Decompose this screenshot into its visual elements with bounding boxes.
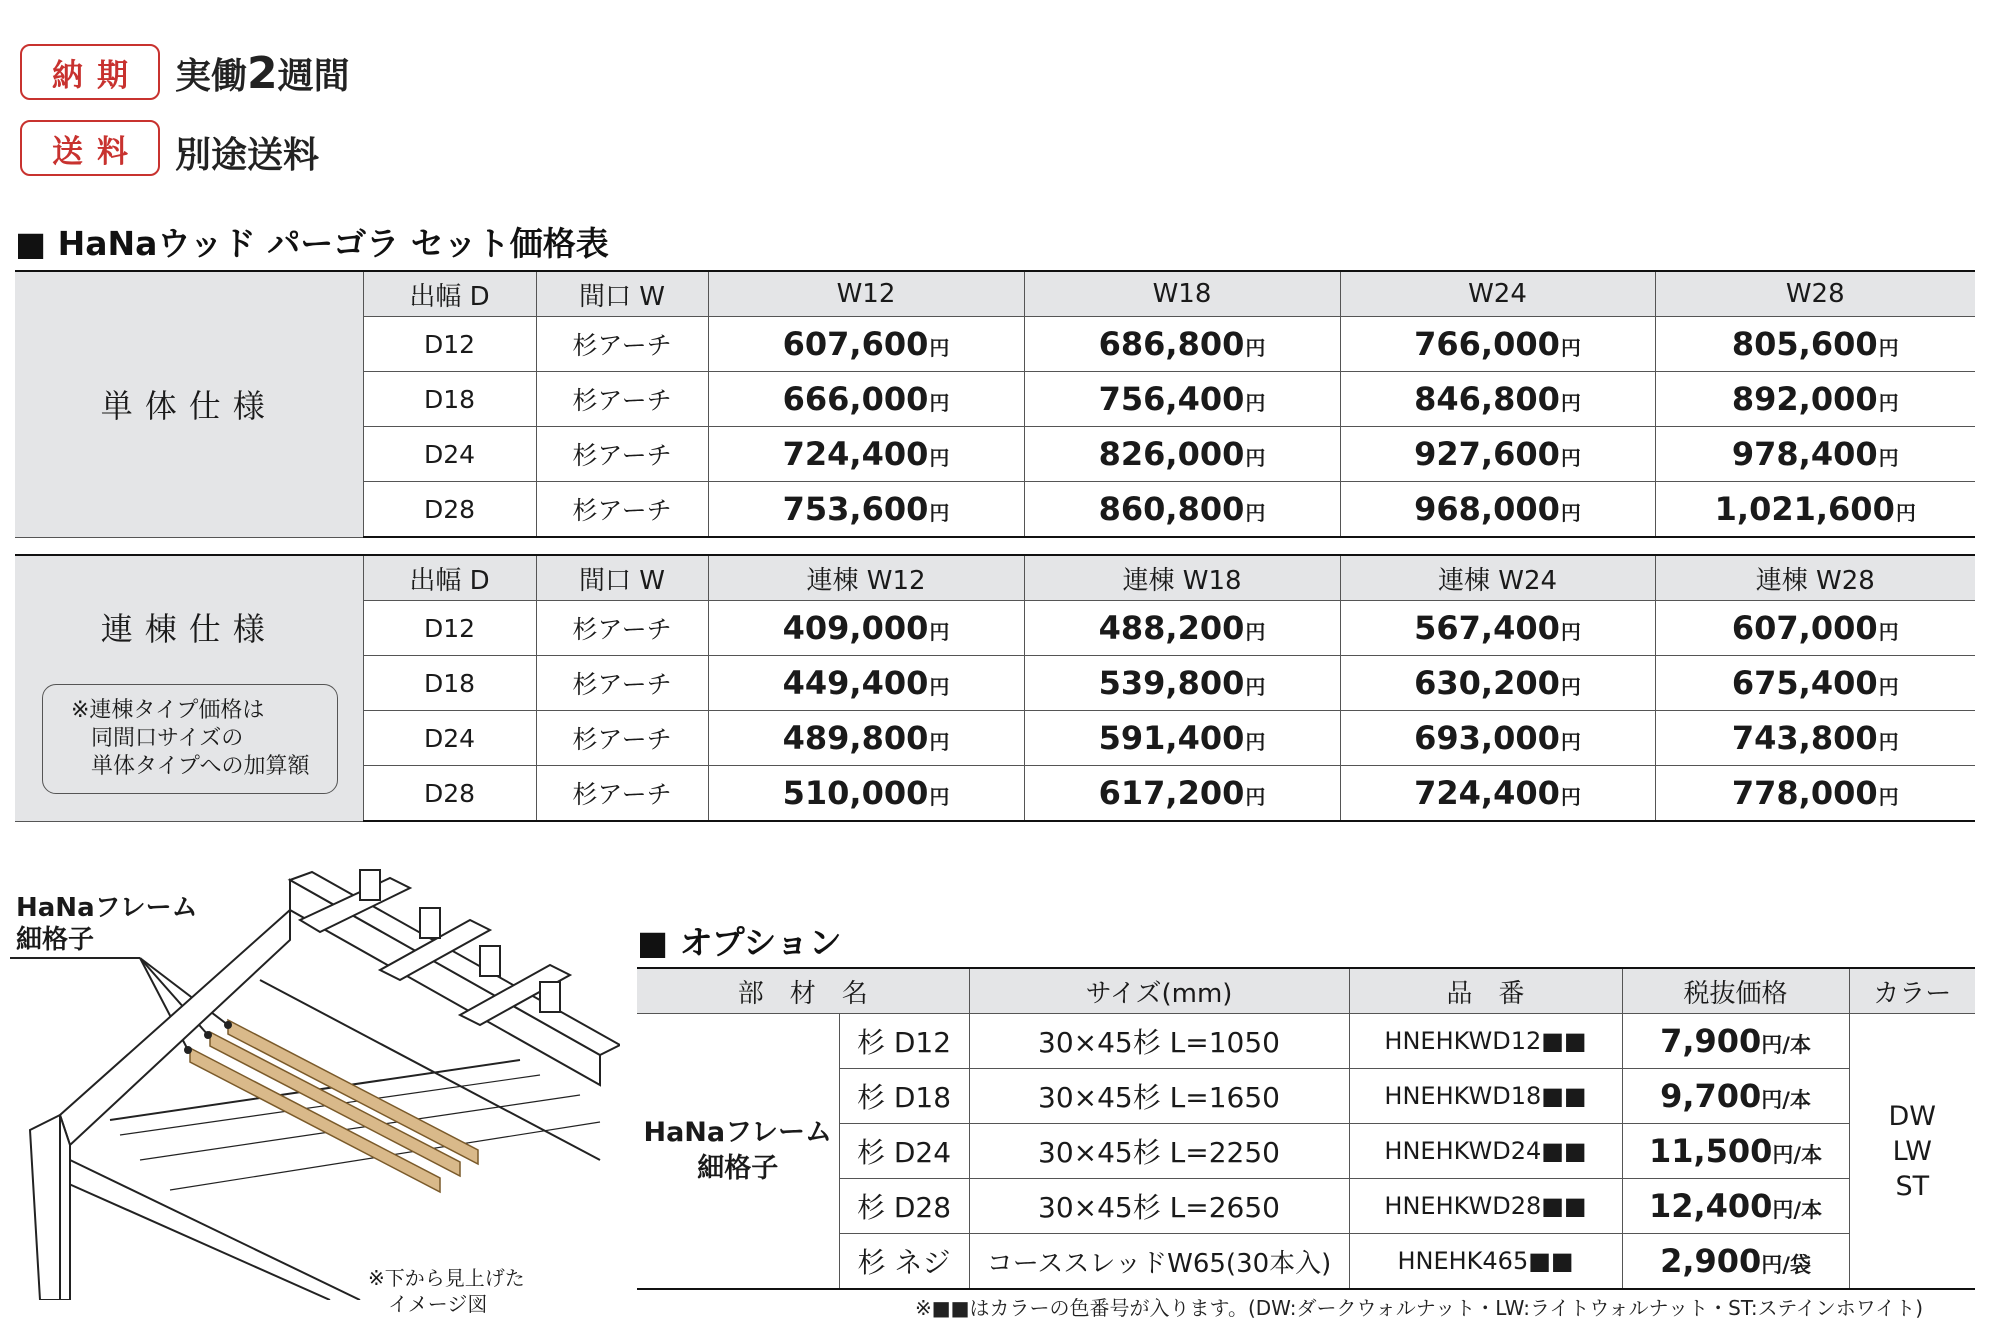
col-header-width: 間口 W: [536, 271, 708, 317]
price-cell: 607,600円: [708, 317, 1024, 372]
part-cell: 杉 ネジ: [839, 1234, 969, 1290]
single-spec-label: 単体仕様: [15, 271, 363, 537]
col-header-color: カラー: [1849, 968, 1975, 1014]
price-cell: 2,900円/袋: [1622, 1234, 1849, 1290]
price-cell: 743,800円: [1655, 711, 1975, 766]
price-cell: 860,800円: [1024, 482, 1340, 538]
table-row: [637, 1014, 1975, 1069]
code-cell: HNEHK465■■: [1349, 1234, 1622, 1290]
delivery-text: [175, 48, 350, 99]
price-cell: 693,000円: [1340, 711, 1655, 766]
code-cell: HNEHKWD12■■: [1349, 1014, 1622, 1069]
price-cell: 724,400円: [1340, 766, 1655, 822]
color-options: [1849, 1014, 1975, 1290]
shipping-badge: 送料: [20, 120, 160, 176]
color-code-footnote: ※■■はカラーの色番号が入ります。(DW:ダークウォルナット・LW:ライトウォルナット・ST:ステインホワイト): [915, 1296, 1923, 1320]
price-cell: 805,600円: [1655, 317, 1975, 372]
price-cell: 630,200円: [1340, 656, 1655, 711]
color-code: ST: [1895, 1170, 1930, 1202]
option-title: ■ オプション: [637, 923, 842, 962]
delivery-text-num: 2: [247, 48, 278, 99]
part-cell: 杉 D28: [839, 1179, 969, 1234]
type-cell: 杉アーチ: [536, 427, 708, 482]
illustration-label-line: 細格子: [16, 925, 95, 955]
type-cell: 杉アーチ: [536, 711, 708, 766]
option-group-name: [637, 1014, 839, 1290]
size-cell: 30×45杉 L=2650: [969, 1179, 1349, 1234]
type-cell: 杉アーチ: [536, 656, 708, 711]
price-cell: 617,200円: [1024, 766, 1340, 822]
price-cell: 892,000円: [1655, 372, 1975, 427]
color-code: LW: [1892, 1135, 1932, 1167]
price-cell: 510,000円: [708, 766, 1024, 822]
col-header-width: 間口 W: [536, 555, 708, 601]
shipping-text: 別途送料: [175, 135, 320, 176]
option-table: [637, 967, 1975, 1290]
linked-spec-label: 連棟仕様: [15, 555, 363, 821]
price-cell: 968,000円: [1340, 482, 1655, 538]
pergola-illustration: [0, 860, 620, 1300]
lattice-bar: [210, 1032, 460, 1176]
price-cell: 766,000円: [1340, 317, 1655, 372]
group-name-line: 細格子: [697, 1153, 779, 1184]
price-cell: 826,000円: [1024, 427, 1340, 482]
col-header-price: 税抜価格: [1622, 968, 1849, 1014]
price-cell: 666,000円: [708, 372, 1024, 427]
post: [30, 1115, 70, 1300]
depth-cell: D28: [363, 482, 536, 538]
size-cell: 30×45杉 L=2250: [969, 1124, 1349, 1179]
depth-cell: D12: [363, 317, 536, 372]
price-cell: 686,800円: [1024, 317, 1340, 372]
price-cell: 539,800円: [1024, 656, 1340, 711]
table-header-row: [637, 968, 1975, 1014]
price-cell: 927,600円: [1340, 427, 1655, 482]
col-header-w24: 連棟 W24: [1340, 555, 1655, 601]
depth-cell: D28: [363, 766, 536, 822]
price-cell: 1,021,600円: [1655, 482, 1975, 538]
table-header-row: [15, 555, 1975, 601]
col-header-part: 部 材 名: [637, 968, 969, 1014]
note-line: 同間口サイズの: [91, 726, 244, 751]
linked-price-note: [42, 684, 338, 794]
size-cell: 30×45杉 L=1050: [969, 1014, 1349, 1069]
code-cell: HNEHKWD18■■: [1349, 1069, 1622, 1124]
type-cell: 杉アーチ: [536, 766, 708, 822]
price-cell: 449,400円: [708, 656, 1024, 711]
depth-cell: D24: [363, 711, 536, 766]
type-cell: 杉アーチ: [536, 601, 708, 656]
price-cell: 675,400円: [1655, 656, 1975, 711]
col-header-size: サイズ(mm): [969, 968, 1349, 1014]
col-header-code: 品 番: [1349, 968, 1622, 1014]
part-cell: 杉 D18: [839, 1069, 969, 1124]
price-cell: 756,400円: [1024, 372, 1340, 427]
price-cell: 7,900円/本: [1622, 1014, 1849, 1069]
type-cell: 杉アーチ: [536, 372, 708, 427]
delivery-badge: 納期: [20, 44, 160, 100]
price-cell: 591,400円: [1024, 711, 1340, 766]
col-header-w24: W24: [1340, 271, 1655, 317]
type-cell: 杉アーチ: [536, 482, 708, 538]
price-cell: 9,700円/本: [1622, 1069, 1849, 1124]
col-header-w12: 連棟 W12: [708, 555, 1024, 601]
color-code: DW: [1888, 1100, 1937, 1132]
note-line: 単体タイプへの加算額: [91, 754, 310, 779]
price-cell: 846,800円: [1340, 372, 1655, 427]
price-cell: 607,000円: [1655, 601, 1975, 656]
depth-cell: D18: [363, 372, 536, 427]
col-header-depth: 出幅 D: [363, 555, 536, 601]
price-cell: 753,600円: [708, 482, 1024, 538]
size-cell: 30×45杉 L=1650: [969, 1069, 1349, 1124]
price-cell: 978,400円: [1655, 427, 1975, 482]
price-cell: 724,400円: [708, 427, 1024, 482]
price-cell: 488,200円: [1024, 601, 1340, 656]
part-cell: 杉 D12: [839, 1014, 969, 1069]
single-spec-table: [15, 270, 1975, 538]
col-header-w12: W12: [708, 271, 1024, 317]
col-header-w28: 連棟 W28: [1655, 555, 1975, 601]
illustration-label-line: HaNaフレーム: [16, 893, 198, 923]
illustration-note: [368, 1265, 525, 1317]
part-cell: 杉 D24: [839, 1124, 969, 1179]
group-name-line: HaNaフレーム: [643, 1117, 833, 1148]
size-cell: コーススレッドW65(30本入): [969, 1234, 1349, 1290]
price-cell: 12,400円/本: [1622, 1179, 1849, 1234]
col-header-w28: W28: [1655, 271, 1975, 317]
price-cell: 11,500円/本: [1622, 1124, 1849, 1179]
price-cell: 567,400円: [1340, 601, 1655, 656]
col-header-depth: 出幅 D: [363, 271, 536, 317]
price-cell: 778,000円: [1655, 766, 1975, 822]
illustration-note-line: ※下から見上げた: [368, 1266, 525, 1290]
col-header-w18: 連棟 W18: [1024, 555, 1340, 601]
table-header-row: [15, 271, 1975, 317]
illustration-note-line: イメージ図: [388, 1292, 488, 1316]
delivery-text-pre: 実働: [175, 56, 248, 97]
note-line: ※連棟タイプ価格は: [71, 698, 265, 723]
depth-cell: D12: [363, 601, 536, 656]
delivery-text-post: 週間: [277, 56, 350, 97]
price-cell: 489,800円: [708, 711, 1024, 766]
price-cell: 409,000円: [708, 601, 1024, 656]
set-price-title: ■ HaNaウッド パーゴラ セット価格表: [15, 224, 609, 263]
depth-cell: D18: [363, 656, 536, 711]
type-cell: 杉アーチ: [536, 317, 708, 372]
code-cell: HNEHKWD28■■: [1349, 1179, 1622, 1234]
depth-cell: D24: [363, 427, 536, 482]
code-cell: HNEHKWD24■■: [1349, 1124, 1622, 1179]
col-header-w18: W18: [1024, 271, 1340, 317]
